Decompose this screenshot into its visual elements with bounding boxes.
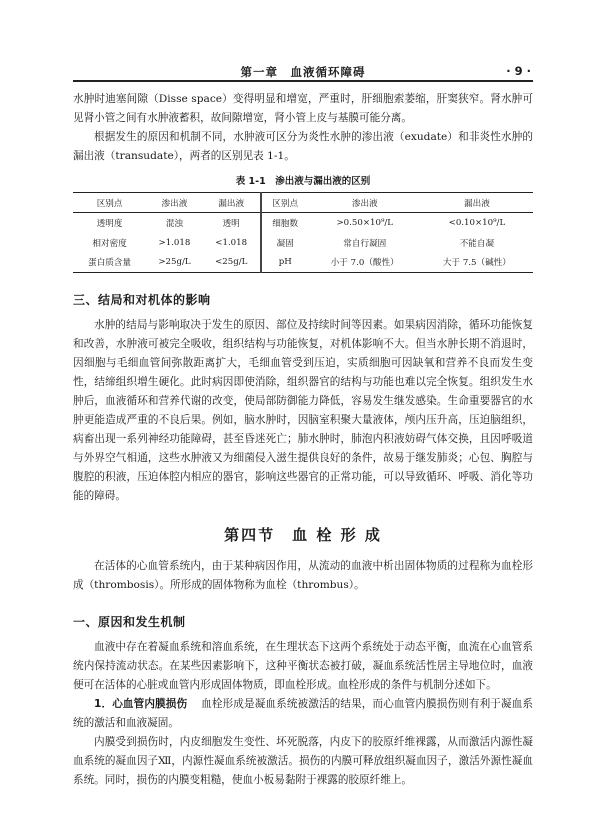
- table-header-row: [73, 193, 533, 213]
- table-cell: >0.50×10⁹/L: [336, 217, 394, 228]
- table-header-cell: 渗出液: [161, 198, 188, 209]
- table-cell: pH: [278, 257, 292, 268]
- table-row: [73, 233, 533, 253]
- page-number: · 9 ·: [506, 64, 531, 78]
- table-row: [73, 213, 533, 233]
- section-title: 第四节 血 栓 形 成: [224, 526, 382, 544]
- section-heading: 三、结局和对机体的影响: [73, 293, 211, 307]
- subsection-heading: 一、原因和发生机制: [73, 615, 186, 629]
- table-cell: <1.018: [203, 233, 261, 253]
- chapter-title: 第一章 血液循环障碍: [240, 65, 366, 79]
- paragraph: [73, 695, 533, 733]
- paragraph: 根据发生的原因和机制不同，水肿液可区分为炎性水肿的渗出液（exudate）和非炎性水肿的漏出液（transudate），两者的区别见表 1-1。: [73, 131, 533, 162]
- paragraph: 水肿时迪塞间隙（Disse space）变得明显和增宽，严重时，肝细胞索萎缩，肝窦狭窄。肾水肿可见肾小管之间有水肿液蓄积，故间隙增宽，肾小管上皮与基膜可能分离。: [73, 93, 533, 124]
- table-cell: 常自行凝固: [343, 238, 387, 249]
- table-cell: <25g/L: [203, 253, 261, 273]
- table-cell: 混浊: [165, 218, 184, 229]
- table-cell: 不能自凝: [459, 238, 495, 249]
- table-header-cell: 区别点: [96, 198, 123, 209]
- table-cell: 细胞数: [272, 218, 299, 229]
- paragraph: 内膜受到损伤时，内皮细胞发生变性、坏死脱落，内皮下的胶原纤维裸露，从而激活内源性凝血系统的凝血因子Ⅻ，内源性凝血系统被激活。损伤的内膜可释放组织凝血因子，激活外源性凝血系统。同时，损伤的内膜变粗糙，使血小板易黏附于裸露的胶原纤维上。: [73, 736, 533, 786]
- table-cell: >1.018: [158, 237, 191, 248]
- table-cell: 大于 7.5（碱性）: [442, 258, 511, 269]
- item-text: 血栓形成是凝血系统被激活的结果，而心血管内膜损伤则有利于凝血系统的激活和血液凝固。: [73, 698, 533, 729]
- table-cell: >25g/L: [158, 257, 191, 268]
- table-cell: 透明度: [96, 218, 123, 229]
- item-lead: 1．心血管内膜损伤: [94, 698, 188, 710]
- paragraph: 在活体的心血管系统内，由于某种病因作用，从流动的血液中析出固体物质的过程称为血栓形成（thrombosis）。所形成的固体物称为血栓（thrombus）。: [73, 560, 533, 591]
- table-title: 表 1-1 渗出液与漏出液的区别: [235, 176, 371, 187]
- table-cell: 小于 7.0（酸性）: [330, 258, 399, 269]
- table-header-cell: 漏出液: [464, 198, 490, 209]
- table-row: [73, 253, 533, 273]
- comparison-table: [73, 192, 533, 273]
- table-header-cell: 区别点: [272, 198, 299, 209]
- table-cell: <0.10×10⁹/L: [448, 217, 506, 228]
- paragraph: 血液中存在着凝血系统和溶血系统，在生理状态下这两个系统处于动态平衡，血流在心血管系统内保持流动状态。在某些因素影响下，这种平衡状态被打破，凝血系统活性居主导地位时，血液便可在活体的心脏或血管内形成固体物质，即血栓形成。血栓形成的条件与机制分述如下。: [73, 641, 533, 691]
- table-header-cell: 渗出液: [351, 198, 378, 209]
- table-header-cell: 漏出液: [203, 193, 261, 213]
- table-cell: 相对密度: [92, 238, 127, 249]
- running-header: [73, 64, 533, 82]
- table-cell: 透明: [203, 213, 261, 233]
- table-cell: 蛋白质含量: [88, 258, 132, 269]
- page-content: [73, 90, 533, 790]
- table-cell: 凝固: [276, 238, 294, 249]
- paragraph: 水肿的结局与影响取决于发生的原因、部位及持续时间等因素。如果病因消除，循环功能恢复和改善，水肿液可被完全吸收，组织结构与功能恢复，对机体影响不大。但当水肿长期不消退时，因细胞与毛细血管间弥散距离扩大，毛细血管受到压迫，实质细胞可因缺氧和营养不良而发生变性，结缔组织增生硬化。此时病因即使消除，组织器官的结构与功能也难以完全恢复。组织发生水肿后，血液循环和营养代谢的改变，使局部防御能力降低，容易发生继发感染。生命重要器官的水肿更能造成严重的不良后果。例如，脑水肿时，因脑室积聚大量液体，颅内压升高，压迫脑组织，病畜出现一系列神经功能障碍，甚至昏迷死亡；肺水肿时，肺泡内积液妨碍气体交换，且因呼吸道与外界空气相通，这些水肿液又为细菌侵入滋生提供良好的条件，故易于继发肺炎；心包、胸腔与腹腔的积液，压迫体腔内相应的器官，影响这些器官的正常功能，可以导致循环、呼吸、消化等功能的障碍。: [73, 319, 533, 502]
